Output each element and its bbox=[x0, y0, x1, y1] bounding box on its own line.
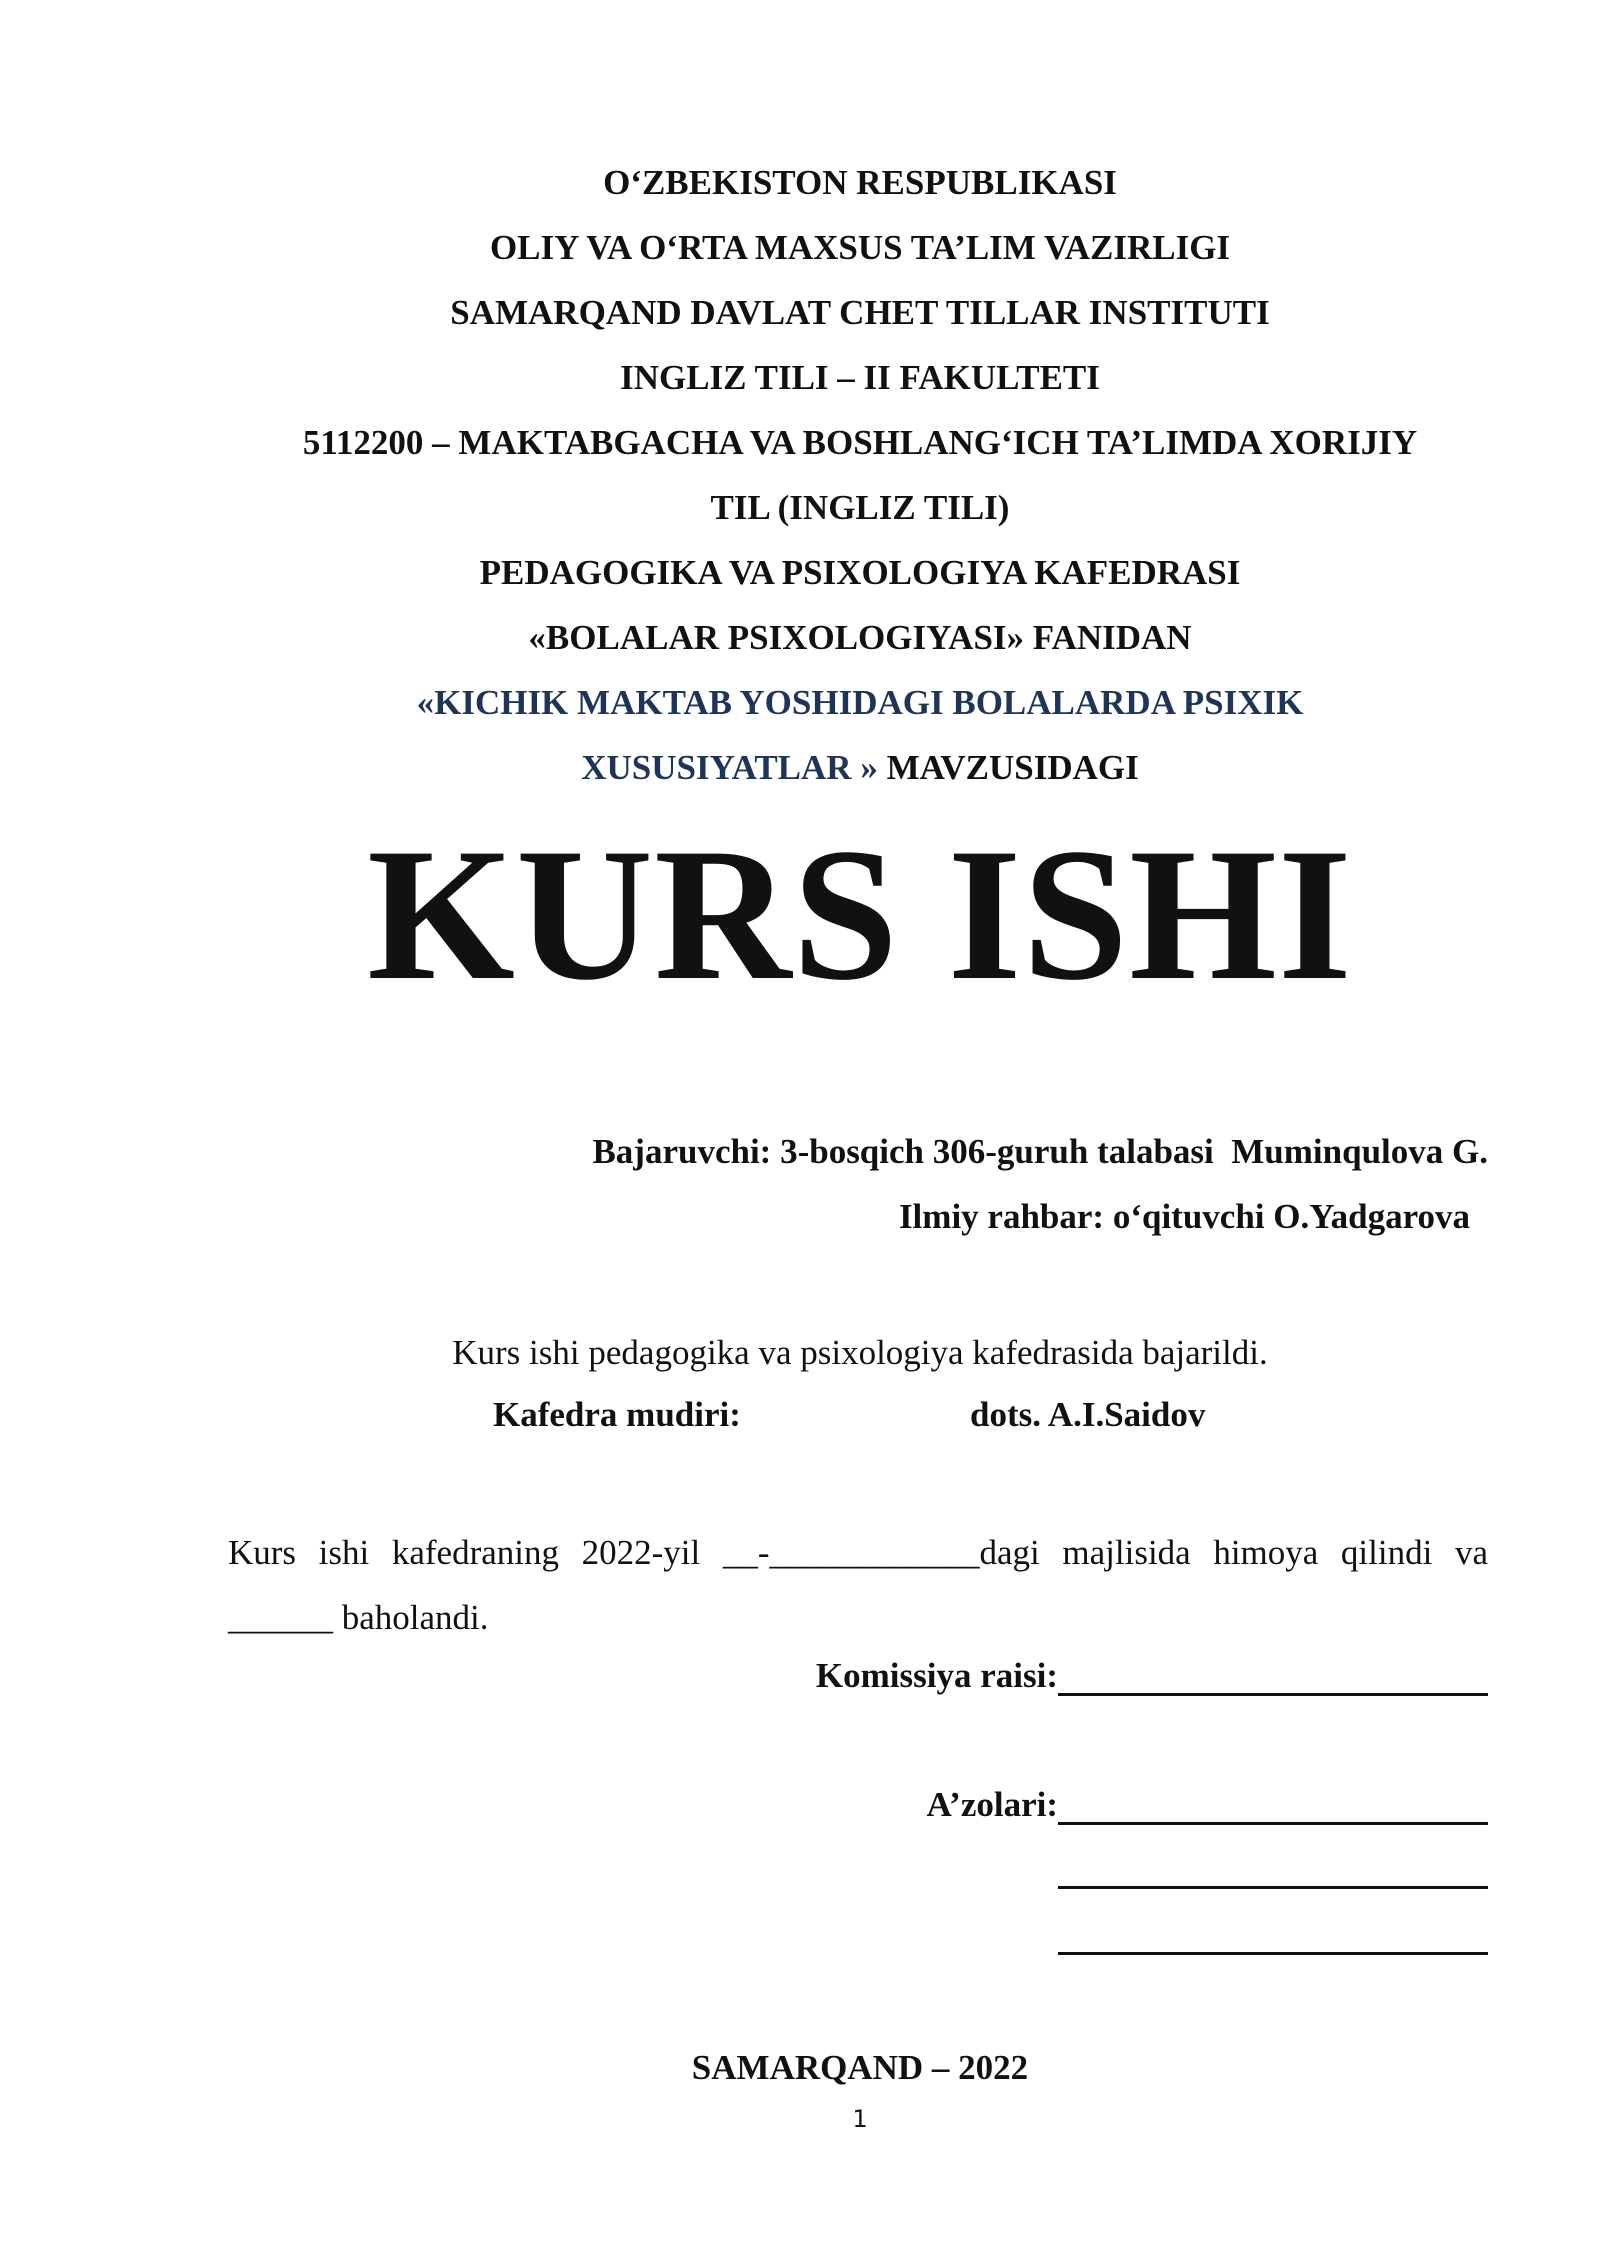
defense-note: Kurs ishi kafedraning 2022-yil __-____________dagi majlisida himoya qilindi va ______ baholandi. bbox=[228, 1533, 1488, 1637]
completion-note: Kurs ishi pedagogika va psixologiya kafedrasida bajarildi. bbox=[452, 1333, 1268, 1372]
topic-line-2-wrapper bbox=[200, 735, 1520, 800]
department-head-label: Kafedra mudiri: bbox=[493, 1395, 741, 1434]
header-department: PEDAGOGIKA VA PSIXOLOGIYA KAFEDRASI bbox=[479, 553, 1241, 592]
page-number: 1 bbox=[852, 2105, 868, 2133]
executor-line: Bajaruvchi: 3-bosqich 306-guruh talabasi Muminqulova G. bbox=[592, 1132, 1488, 1171]
supervisor-line: Ilmiy rahbar: o‘qituvchi O.Yadgarova bbox=[898, 1197, 1470, 1236]
department-head-name: dots. A.I.Saidov bbox=[970, 1395, 1206, 1434]
commission-chair-signature-line bbox=[1058, 1693, 1488, 1696]
commission-chair-label: Komissiya raisi: bbox=[815, 1656, 1058, 1695]
header-institute: SAMARQAND DAVLAT CHET TILLAR INSTITUTI bbox=[450, 293, 1270, 332]
institution-header bbox=[200, 150, 1520, 800]
header-specialty-line2: TIL (INGLIZ TILI) bbox=[710, 488, 1010, 527]
city-year: SAMARQAND – 2022 bbox=[691, 2048, 1029, 2087]
topic-line-1: «KICHIK MAKTAB YOSHIDAGI BOLALARDA PSIXIK bbox=[416, 683, 1304, 722]
commission-members-label: A’zolari: bbox=[926, 1785, 1058, 1824]
topic-line-2: XUSUSIYATLAR » bbox=[581, 748, 878, 787]
member-signature-line-3 bbox=[1058, 1952, 1488, 1955]
header-subject: «BOLALAR PSIXOLOGIYASI» FANIDAN bbox=[528, 618, 1192, 657]
topic-suffix: MAVZUSIDAGI bbox=[877, 748, 1139, 787]
header-specialty-line1: 5112200 – MAKTABGACHA VA BOSHLANG‘ICH TA’LIMDA XORIJIY bbox=[302, 423, 1418, 462]
header-country: O‘ZBEKISTON RESPUBLIKASI bbox=[603, 163, 1117, 202]
header-ministry: OLIY VA O‘RTA MAXSUS TA’LIM VAZIRLIGI bbox=[489, 228, 1231, 267]
member-signature-line-1 bbox=[1058, 1822, 1488, 1825]
document-title: KURS ISHI bbox=[367, 810, 1353, 1020]
header-faculty: INGLIZ TILI – II FAKULTETI bbox=[620, 358, 1100, 397]
member-signature-line-2 bbox=[1058, 1886, 1488, 1889]
